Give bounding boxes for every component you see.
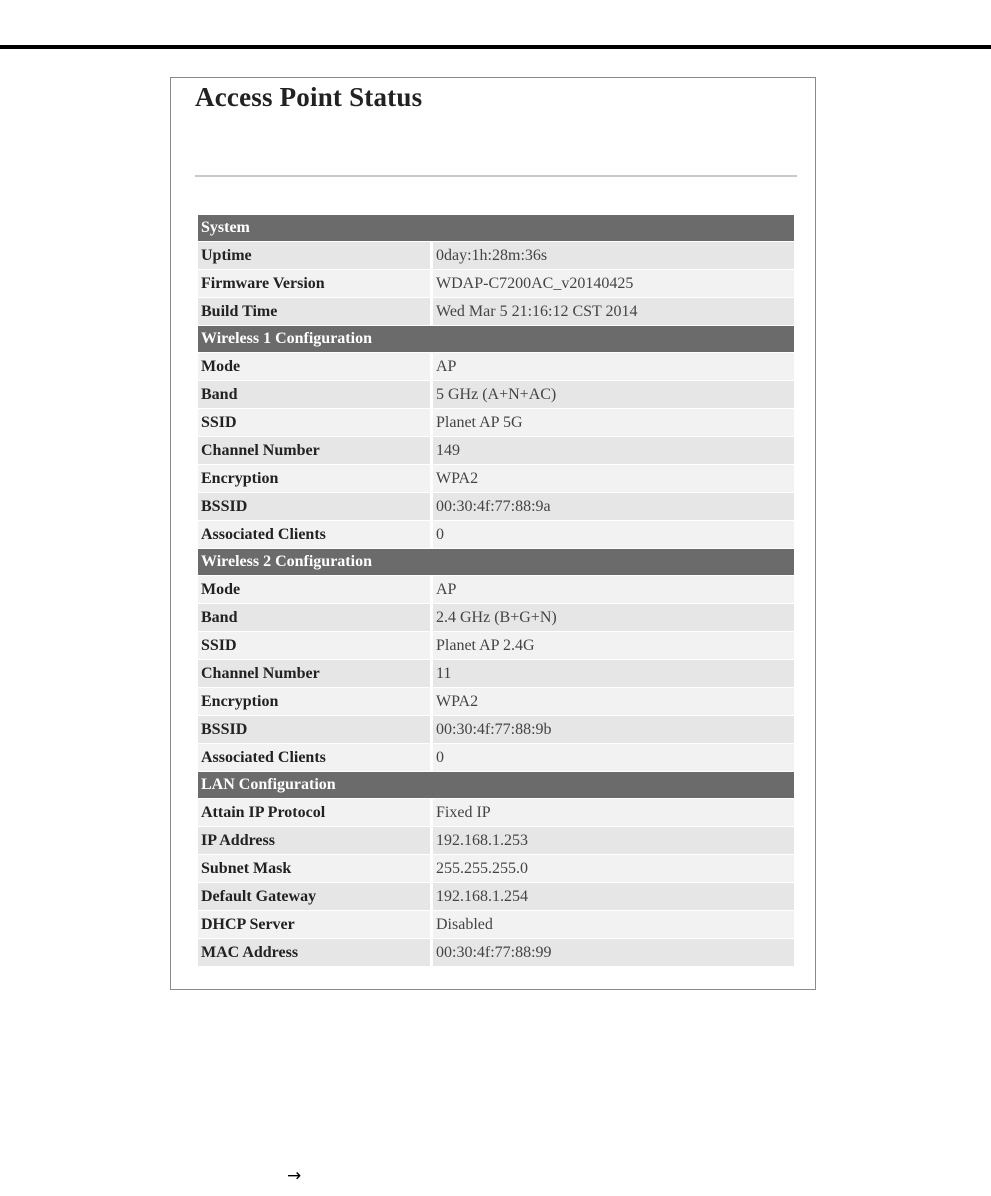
row-label: BSSID bbox=[198, 493, 433, 520]
row-label: MAC Address bbox=[198, 939, 433, 966]
row-value: 5 GHz (A+N+AC) bbox=[433, 381, 794, 408]
row-value: Planet AP 2.4G bbox=[433, 632, 794, 659]
table-row-mac-address bbox=[198, 939, 794, 966]
table-row-build-time bbox=[198, 298, 794, 325]
row-value: 00:30:4f:77:88:9b bbox=[433, 716, 794, 743]
table-row-subnet-mask bbox=[198, 855, 794, 882]
page-header-rule bbox=[0, 45, 991, 49]
page-title: Access Point Status bbox=[195, 82, 423, 112]
row-label: Channel Number bbox=[198, 437, 433, 464]
section-header-wireless-2 bbox=[198, 549, 794, 575]
row-value: WPA2 bbox=[433, 688, 794, 715]
row-label: Associated Clients bbox=[198, 744, 433, 771]
table-row-associated-clients bbox=[198, 744, 794, 771]
row-label: Subnet Mask bbox=[198, 855, 433, 882]
row-label: Encryption bbox=[198, 688, 433, 715]
row-value: Fixed IP bbox=[433, 799, 794, 826]
status-table bbox=[198, 214, 794, 967]
row-label: SSID bbox=[198, 409, 433, 436]
section-title: Wireless 1 Configuration bbox=[198, 326, 794, 352]
table-row-ssid bbox=[198, 632, 794, 659]
row-label: Uptime bbox=[198, 242, 433, 269]
table-row-channel-number bbox=[198, 660, 794, 687]
row-value: Wed Mar 5 21:16:12 CST 2014 bbox=[433, 298, 794, 325]
section-title: Wireless 2 Configuration bbox=[198, 549, 794, 575]
row-value: 0 bbox=[433, 744, 794, 771]
row-label: Attain IP Protocol bbox=[198, 799, 433, 826]
row-label: SSID bbox=[198, 632, 433, 659]
table-row-uptime bbox=[198, 242, 794, 269]
section-header-wireless-1 bbox=[198, 326, 794, 352]
row-value: 0 bbox=[433, 521, 794, 548]
table-row-ip-address bbox=[198, 827, 794, 854]
row-label: Default Gateway bbox=[198, 883, 433, 910]
title-divider bbox=[195, 175, 797, 177]
row-value: 00:30:4f:77:88:9a bbox=[433, 493, 794, 520]
table-row-encryption bbox=[198, 688, 794, 715]
table-row-band bbox=[198, 604, 794, 631]
row-label: BSSID bbox=[198, 716, 433, 743]
section-header-lan bbox=[198, 772, 794, 798]
table-row-attain-ip-protocol bbox=[198, 799, 794, 826]
table-row-mode bbox=[198, 576, 794, 603]
section-title: LAN Configuration bbox=[198, 772, 794, 798]
row-label: Firmware Version bbox=[198, 270, 433, 297]
table-row-mode bbox=[198, 353, 794, 380]
row-value: 255.255.255.0 bbox=[433, 855, 794, 882]
table-row-ssid bbox=[198, 409, 794, 436]
section-header-system bbox=[198, 215, 794, 241]
row-label: Encryption bbox=[198, 465, 433, 492]
row-value: 11 bbox=[433, 660, 794, 687]
row-label: DHCP Server bbox=[198, 911, 433, 938]
row-value: Planet AP 5G bbox=[433, 409, 794, 436]
row-value: WPA2 bbox=[433, 465, 794, 492]
row-label: Channel Number bbox=[198, 660, 433, 687]
right-arrow-icon: → bbox=[287, 1166, 302, 1186]
table-row-associated-clients bbox=[198, 521, 794, 548]
row-value: 0day:1h:28m:36s bbox=[433, 242, 794, 269]
status-screenshot-frame bbox=[170, 77, 816, 990]
row-value: 192.168.1.253 bbox=[433, 827, 794, 854]
table-row-bssid bbox=[198, 493, 794, 520]
table-row-encryption bbox=[198, 465, 794, 492]
row-label: Band bbox=[198, 604, 433, 631]
row-label: Associated Clients bbox=[198, 521, 433, 548]
table-row-firmware-version bbox=[198, 270, 794, 297]
table-row-bssid bbox=[198, 716, 794, 743]
row-value: 192.168.1.254 bbox=[433, 883, 794, 910]
row-value: 149 bbox=[433, 437, 794, 464]
row-value: 2.4 GHz (B+G+N) bbox=[433, 604, 794, 631]
row-value: AP bbox=[433, 576, 794, 603]
table-row-channel-number bbox=[198, 437, 794, 464]
table-row-dhcp-server bbox=[198, 911, 794, 938]
row-label: Build Time bbox=[198, 298, 433, 325]
row-label: Mode bbox=[198, 353, 433, 380]
row-value: AP bbox=[433, 353, 794, 380]
row-value: 00:30:4f:77:88:99 bbox=[433, 939, 794, 966]
row-label: Mode bbox=[198, 576, 433, 603]
row-label: Band bbox=[198, 381, 433, 408]
table-row-band bbox=[198, 381, 794, 408]
row-value: WDAP-C7200AC_v20140425 bbox=[433, 270, 794, 297]
section-title: System bbox=[198, 215, 794, 241]
row-value: Disabled bbox=[433, 911, 794, 938]
table-row-default-gateway bbox=[198, 883, 794, 910]
row-label: IP Address bbox=[198, 827, 433, 854]
